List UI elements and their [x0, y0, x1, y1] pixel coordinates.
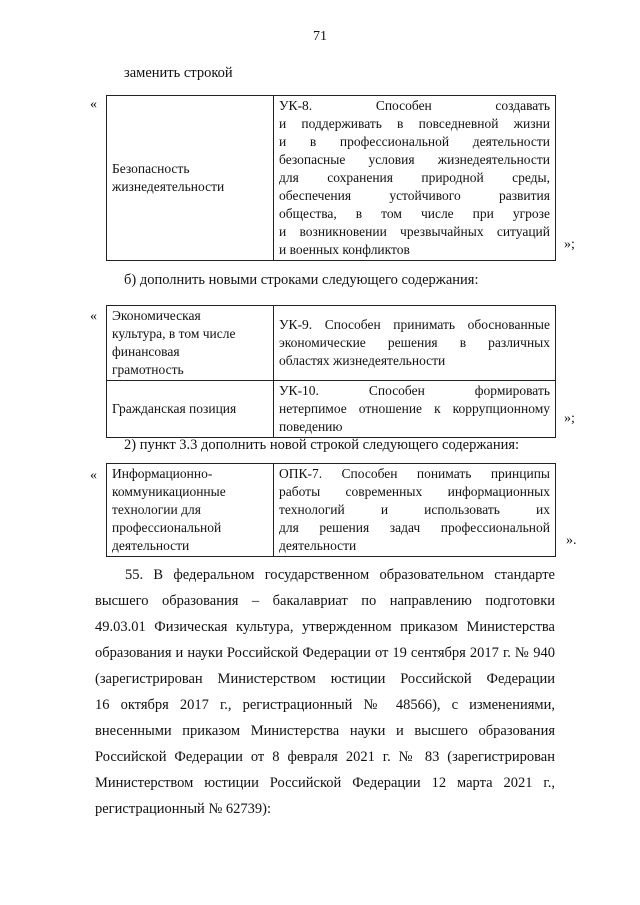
- cell-line: финансовая: [112, 344, 180, 359]
- paragraph-line: 16 октября 2017 г., регистрационный № 48566), с изменениями,: [95, 697, 555, 713]
- intro-add-rows-line: б) дополнить новыми строками следующего содержания:: [124, 272, 479, 288]
- cell-line: технологий и использовать их: [279, 502, 550, 517]
- cell-line: УК-8. Способен создавать: [279, 98, 550, 113]
- cell-line: грамотность: [112, 362, 184, 377]
- table-cell-left: [107, 96, 274, 261]
- paragraph-line: (зарегистрирован Министерством юстиции Российской Федерации: [95, 671, 555, 687]
- cell-line: обеспечения устойчивого развития: [279, 188, 550, 203]
- cell-line: общества, в том числе при угрозе: [279, 206, 550, 221]
- open-quote-3: «: [90, 468, 97, 483]
- cell-line: работы современных информационных: [279, 484, 550, 499]
- table-uk8: [106, 95, 556, 261]
- table-cell-left: [107, 381, 274, 438]
- table-row: [107, 96, 556, 261]
- table-cell-right: [274, 381, 556, 438]
- cell-line: и поддерживать в повседневной жизни: [279, 116, 550, 131]
- cell-line: культура, в том числе: [112, 326, 236, 341]
- table-cell-right: [274, 96, 556, 261]
- open-quote-1: «: [90, 97, 97, 112]
- cell-line: Информационно-: [112, 466, 213, 481]
- table-cell-left: [107, 306, 274, 381]
- table-cell-right: [274, 464, 556, 557]
- cell-line: нетерпимое отношение к коррупционному: [279, 401, 550, 416]
- cell-line: для решения задач профессиональной: [279, 520, 550, 535]
- paragraph-line: 55. В федеральном государственном образовательном стандарте: [125, 567, 555, 583]
- paragraph-line: образования и науки Российской Федерации от 19 сентября 2017 г. № 940: [95, 645, 555, 661]
- page-number: 71: [313, 29, 327, 44]
- paragraph-line: Министерством юстиции Российской Федерации 12 марта 2021 г.,: [95, 775, 555, 791]
- table-row: [107, 381, 556, 438]
- cell-line: УК-10. Способен формировать: [279, 383, 550, 398]
- cell-line: профессиональной: [112, 520, 222, 535]
- table-opk7: [106, 463, 556, 557]
- table-cell-right: [274, 306, 556, 381]
- paragraph-55: [95, 562, 555, 822]
- cell-line: экономические решения в различных: [279, 335, 550, 350]
- cell-line: ОПК-7. Способен понимать принципы: [279, 466, 550, 481]
- cell-line: для сохранения природной среды,: [279, 170, 550, 185]
- paragraph-line: регистрационный № 62739):: [95, 801, 272, 817]
- intro-add-line: 2) пункт 3.3 дополнить новой строкой следующего содержания:: [124, 437, 520, 453]
- close-quote-3: ».: [566, 533, 577, 548]
- cell-line: деятельности: [279, 538, 357, 553]
- cell-line: коммуникационные: [112, 484, 226, 499]
- table-cell-left: [107, 464, 274, 557]
- cell-line: и военных конфликтов: [279, 242, 410, 257]
- close-quote-2: »;: [564, 411, 575, 426]
- paragraph-line: внесенными приказом Министерства науки и высшего образования: [95, 723, 555, 739]
- cell-line: Экономическая: [112, 308, 201, 323]
- cell-line: поведению: [279, 419, 343, 434]
- intro-replace-line: заменить строкой: [124, 65, 233, 81]
- cell-line: УК-9. Способен принимать обоснованные: [279, 317, 550, 332]
- paragraph-line: высшего образования – бакалавриат по направлению подготовки: [95, 593, 555, 609]
- cell-line: безопасные условия жизнедеятельности: [279, 152, 550, 167]
- table-row: [107, 306, 556, 381]
- paragraph-line: Российской Федерации от 8 февраля 2021 г. № 83 (зарегистрирован: [95, 749, 555, 765]
- cell-line: Гражданская позиция: [112, 401, 237, 416]
- cell-line: технологии для: [112, 502, 201, 517]
- close-quote-1: »;: [564, 237, 575, 252]
- cell-line: и в профессиональной деятельности: [279, 134, 550, 149]
- open-quote-2: «: [90, 309, 97, 324]
- cell-line: и возникновении чрезвычайных ситуаций: [279, 224, 550, 239]
- cell-line: жизнедеятельности: [112, 179, 225, 194]
- table-row: [107, 464, 556, 557]
- paragraph-line: 49.03.01 Физическая культура, утвержденном приказом Министерства: [95, 619, 555, 635]
- cell-line: Безопасность: [112, 161, 190, 176]
- table-uk9-uk10: [106, 305, 556, 438]
- cell-line: деятельности: [112, 538, 190, 553]
- cell-line: областях жизнедеятельности: [279, 353, 446, 368]
